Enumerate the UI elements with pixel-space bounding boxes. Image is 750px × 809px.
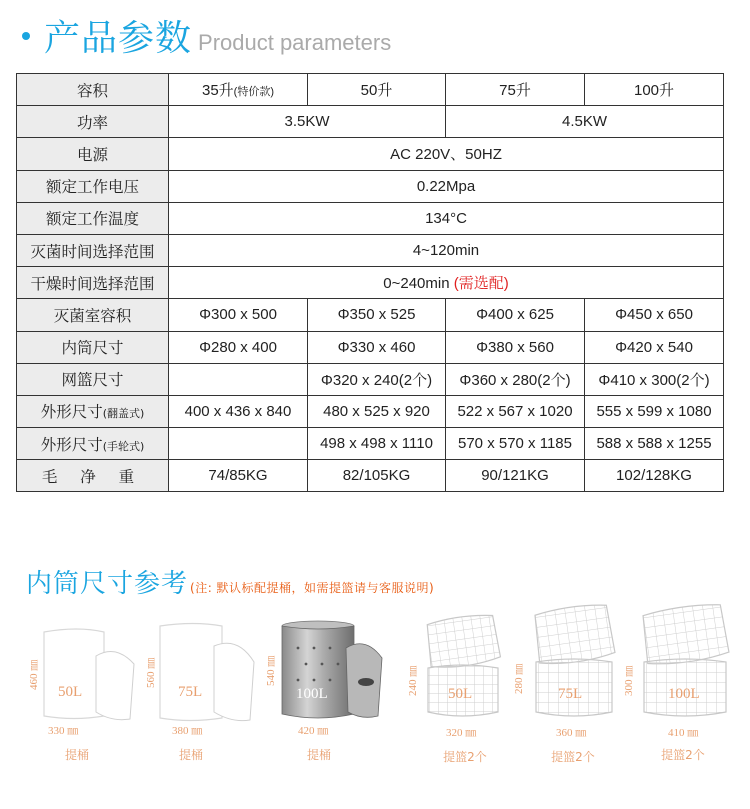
basket-caption: 提篮2个 [443, 750, 487, 764]
row-label-text: 外形尺寸 [40, 403, 103, 422]
parameters-table [16, 73, 724, 492]
row-label: 灭菌时间选择范围 [17, 234, 169, 266]
section2-note: (注: 默认标配提桶，如需提篮请与客服说明) [190, 581, 435, 595]
table-cell: Φ330 x 460 [308, 331, 446, 363]
table-cell: 400 x 436 x 840 [169, 395, 308, 427]
table-cell: 82/105KG [308, 460, 446, 492]
table-row [17, 267, 724, 299]
table-row [17, 106, 724, 138]
width-value: 320 [446, 727, 463, 739]
table-cell: 74/85KG [169, 460, 308, 492]
table-cell: Φ420 x 540 [585, 331, 724, 363]
height-value: 460 [28, 673, 40, 690]
width-value: 360 [556, 727, 573, 739]
section-title-zh: 产品参数 [44, 18, 193, 59]
table-row [17, 363, 724, 395]
table-cell: Φ280 x 400 [169, 331, 308, 363]
table-cell: 102/128KG [585, 460, 724, 492]
table-cell [169, 363, 308, 395]
height-value: 300 [623, 679, 635, 696]
unit: ㎜ [265, 655, 277, 667]
table-cell: 90/121KG [446, 460, 585, 492]
row-label: 灭菌室容积 [17, 299, 169, 331]
row-label-note: (翻盖式) [102, 407, 145, 421]
table-cell: 4~120min [169, 234, 724, 266]
table-cell: 100升 [585, 74, 724, 106]
row-label: 电源 [17, 138, 169, 170]
unit: ㎜ [67, 725, 79, 737]
table-cell: Φ400 x 625 [446, 299, 585, 331]
bucket-75l-illustration [150, 620, 260, 724]
bucket-width-label [48, 722, 78, 738]
height-value: 560 [145, 671, 157, 688]
table-cell: 50升 [308, 74, 446, 106]
capacity-35: 35升 [201, 82, 234, 100]
bucket-height-label [142, 658, 158, 688]
bucket-volume-label: 50L [58, 684, 83, 700]
table-cell: 555 x 599 x 1080 [585, 395, 724, 427]
dry-time-value: 0~240min [383, 275, 450, 293]
unit: ㎜ [145, 657, 157, 669]
table-row [17, 170, 724, 202]
table-cell: Φ360 x 280(2个) [446, 363, 585, 395]
table-row [17, 74, 724, 106]
table-row [17, 395, 724, 427]
table-cell: 134°C [169, 202, 724, 234]
table-cell: 75升 [446, 74, 585, 106]
unit: ㎜ [465, 727, 477, 739]
unit: ㎜ [687, 727, 699, 739]
bucket-100l-illustration [274, 618, 386, 724]
row-label: 容积 [17, 74, 169, 106]
bucket-50l-illustration [38, 624, 138, 724]
basket-75l-illustration [528, 602, 620, 724]
basket-100l-illustration [636, 602, 734, 724]
table-cell: 0.22Mpa [169, 170, 724, 202]
table-cell: 522 x 567 x 1020 [446, 395, 585, 427]
unit: ㎜ [623, 665, 635, 677]
basket-width-label [446, 724, 476, 740]
bucket-height-label [25, 660, 41, 690]
basket-50l-illustration [420, 612, 506, 724]
bucket-caption: 提桶 [306, 748, 331, 762]
width-value: 410 [668, 727, 685, 739]
basket-volume-label: 75L [558, 686, 583, 702]
basket-caption: 提篮2个 [551, 750, 595, 764]
height-value: 280 [513, 677, 525, 694]
bucket-height-label [262, 656, 278, 686]
width-value: 420 [298, 725, 315, 737]
width-value: 330 [48, 725, 65, 737]
unit: ㎜ [407, 665, 419, 677]
dry-time-note: (需选配) [453, 275, 509, 293]
bucket-width-label [298, 722, 328, 738]
table-cell: 480 x 525 x 920 [308, 395, 446, 427]
capacity-35-note: (特价款) [233, 86, 274, 99]
basket-height-label [404, 666, 420, 696]
row-label-text: 外形尺寸 [40, 435, 103, 454]
table-cell: Φ450 x 650 [585, 299, 724, 331]
row-label: 干燥时间选择范围 [17, 267, 169, 299]
basket-volume-label: 50L [448, 686, 473, 702]
unit: ㎜ [513, 663, 525, 675]
table-cell: Φ300 x 500 [169, 299, 308, 331]
unit: ㎜ [317, 725, 329, 737]
row-label [17, 395, 169, 427]
table-cell [169, 428, 308, 460]
basket-height-label [510, 664, 526, 694]
width-value: 380 [172, 725, 189, 737]
section-title-en: Product parameters [198, 30, 392, 55]
height-value: 240 [407, 679, 419, 696]
bucket-caption: 提桶 [178, 748, 203, 762]
basket-caption: 提篮2个 [661, 748, 705, 762]
table-cell: 498 x 498 x 1110 [308, 428, 446, 460]
row-label-note: (手轮式) [102, 439, 145, 453]
table-cell: Φ380 x 560 [446, 331, 585, 363]
basket-width-label [556, 724, 586, 740]
table-cell: 570 x 570 x 1185 [446, 428, 585, 460]
basket-width-label [668, 724, 698, 740]
row-label: 网篮尺寸 [17, 363, 169, 395]
row-label: 毛 净 重 [17, 460, 169, 492]
table-cell: Φ350 x 525 [308, 299, 446, 331]
table-row [17, 331, 724, 363]
row-label: 额定工作电压 [17, 170, 169, 202]
bucket-width-label [172, 722, 202, 738]
unit: ㎜ [28, 659, 40, 671]
table-cell: 3.5KW [169, 106, 446, 138]
bucket-volume-label: 75L [178, 684, 203, 700]
table-cell: 588 x 588 x 1255 [585, 428, 724, 460]
table-row [17, 428, 724, 460]
row-label [17, 428, 169, 460]
row-label: 功率 [17, 106, 169, 138]
section-header [22, 10, 391, 60]
table-cell [169, 267, 724, 299]
bucket-caption: 提桶 [64, 748, 89, 762]
table-row [17, 202, 724, 234]
table-row [17, 234, 724, 266]
row-label: 额定工作温度 [17, 202, 169, 234]
table-row [17, 138, 724, 170]
table-row [17, 460, 724, 492]
unit: ㎜ [191, 725, 203, 737]
bucket-volume-label: 100L [296, 686, 328, 702]
table-cell [169, 74, 308, 106]
inner-size-section-header [26, 563, 434, 600]
table-cell: Φ320 x 240(2个) [308, 363, 446, 395]
basket-height-label [620, 666, 636, 696]
table-cell: 4.5KW [446, 106, 724, 138]
unit: ㎜ [575, 727, 587, 739]
section2-title: 内筒尺寸参考 [26, 569, 189, 599]
basket-volume-label: 100L [668, 686, 700, 702]
table-row [17, 299, 724, 331]
row-label: 内筒尺寸 [17, 331, 169, 363]
table-cell: AC 220V、50HZ [169, 138, 724, 170]
height-value: 540 [265, 669, 277, 686]
bullet-dot-icon [22, 32, 30, 40]
table-cell: Φ410 x 300(2个) [585, 363, 724, 395]
